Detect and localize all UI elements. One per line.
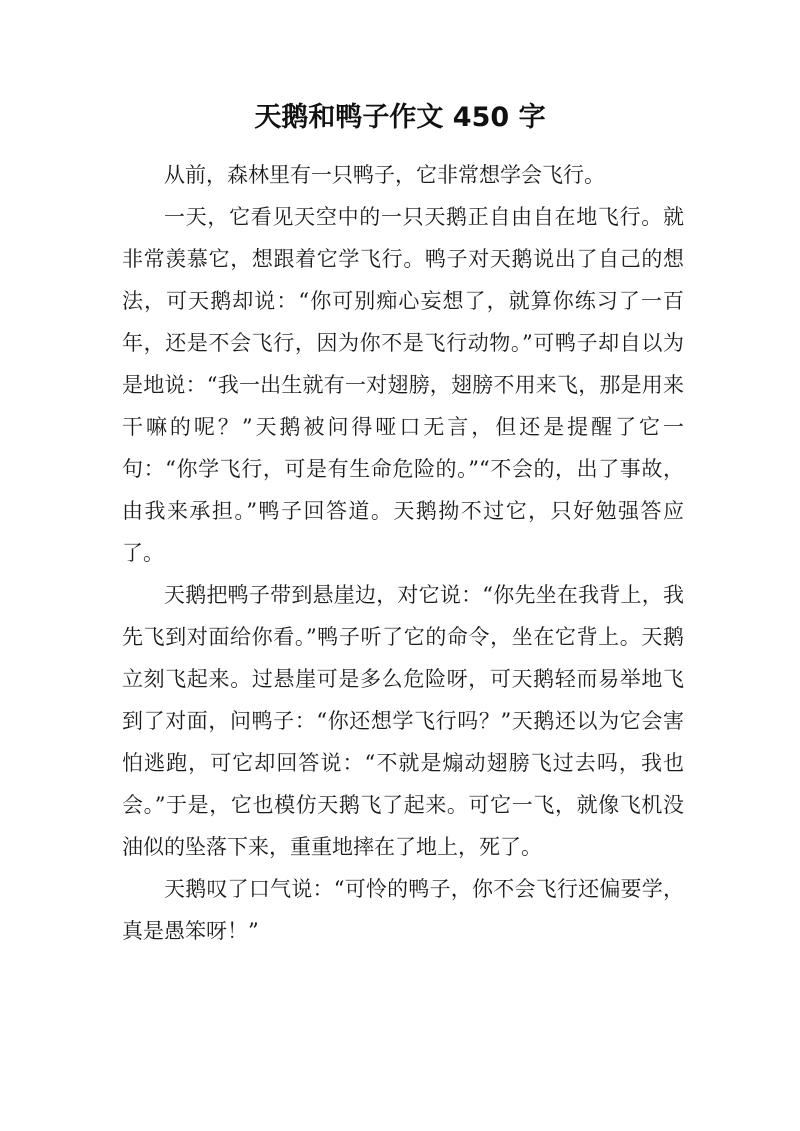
paragraph-1: 从前，森林里有一只鸭子，它非常想学会飞行。: [164, 163, 605, 187]
paragraph-3: 天鹅把鸭子带到悬崖边，对它说：“你先坐在我背上，我先飞到对面给你看。”鸭子听了它的命令，坐在它背上。天鹅立刻飞起来。过悬崖可是多么危险呀，可天鹅轻而易举地飞到了对面，问鸭子：“你还想学飞行吗？”天鹅还以为它会害怕逃跑，可它却回答说：“不就是煽动翅膀飞过去吗，我也会。”于是，它也模仿天鹅飞了起来。可它一飞，就像飞机没油似的坠落下来，重重地摔在了地上，死了。: [122, 583, 684, 859]
document-title: 天鹅和鸭子作文 450 字: [254, 102, 546, 133]
paragraph-4: 天鹅叹了口气说：“可怜的鸭子，你不会飞行还偏要学，真是愚笨呀！”: [122, 877, 684, 943]
paragraph-2: 一天，它看见天空中的一只天鹅正自由自在地飞行。就非常羡慕它，想跟着它学飞行。鸭子对天鹅说出了自己的想法，可天鹅却说：“你可别痴心妄想了，就算你练习了一百年，还是不会飞行，因为你不是飞行动物。”可鸭子却自以为是地说：“我一出生就有一对翅膀，翅膀不用来飞，那是用来干嘛的呢？”天鹅被问得哑口无言，但还是提醒了它一句：“你学飞行，可是有生命危险的。”“不会的，出了事故，由我来承担。”鸭子回答道。天鹅拗不过它，只好勉强答应了。: [122, 205, 684, 565]
document-body: [122, 154, 684, 952]
